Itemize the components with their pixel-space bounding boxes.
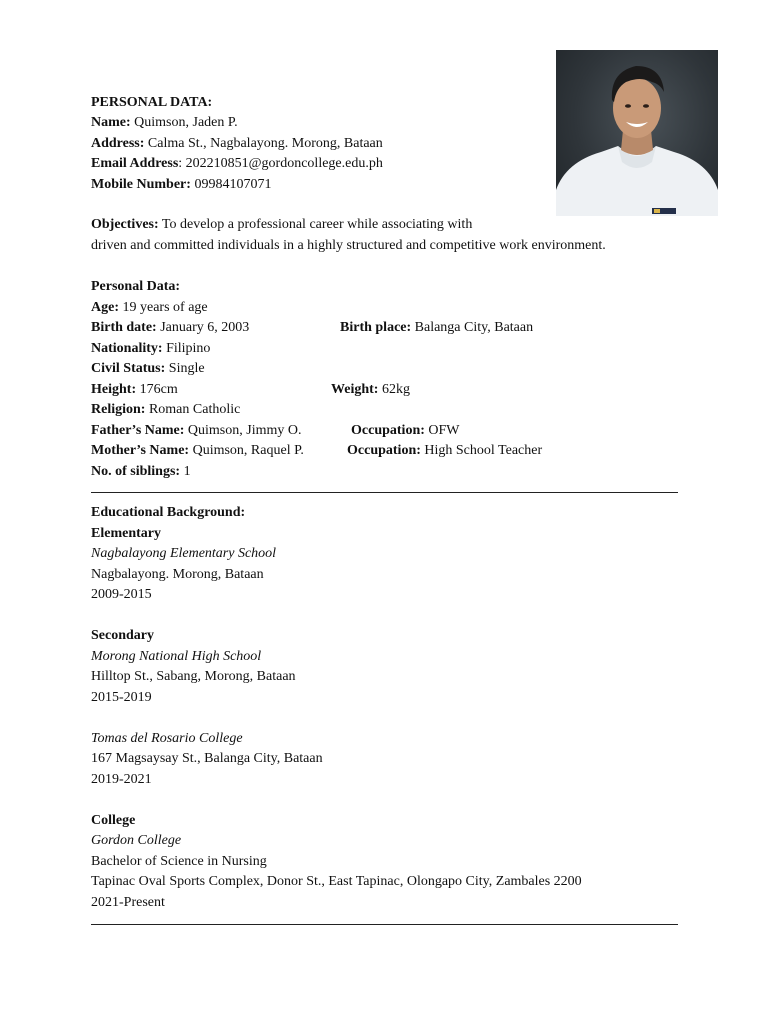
height-label: Height:	[91, 382, 137, 397]
secondary-years-1: 2015-2019	[91, 690, 152, 705]
mother-value: Quimson, Raquel P.	[192, 443, 304, 458]
birth-place-value: Balanga City, Bataan	[414, 320, 534, 335]
personal-data-heading: PERSONAL DATA:	[91, 95, 213, 110]
elementary-school: Nagbalayong Elementary School	[91, 546, 277, 561]
weight-value: 62kg	[381, 382, 410, 397]
email-row	[91, 155, 383, 173]
secondary-address-1: Hilltop St., Sabang, Morong, Bataan	[91, 669, 296, 684]
education-heading: Educational Background:	[91, 505, 246, 520]
secondary-school-2: Tomas del Rosario College	[91, 731, 243, 746]
email-value: : 202210851@gordoncollege.edu.ph	[178, 156, 383, 171]
mobile-value: 09984107071	[194, 177, 272, 192]
profile-photo	[556, 50, 718, 216]
objectives-label: Objectives:	[91, 217, 159, 232]
height-value: 176cm	[139, 382, 178, 397]
age-value: 19 years of age	[122, 300, 208, 315]
college-course: Bachelor of Science in Nursing	[91, 854, 267, 869]
siblings-row	[91, 463, 191, 481]
father-occupation-value: OFW	[428, 423, 460, 438]
siblings-label: No. of siblings:	[91, 464, 181, 479]
college-heading: College	[91, 813, 136, 828]
nationality-row	[91, 340, 210, 358]
birth-date-label: Birth date:	[91, 320, 157, 335]
birth-place-label: Birth place:	[340, 320, 412, 335]
mobile-label: Mobile Number:	[91, 177, 191, 192]
birth-date-value: January 6, 2003	[160, 320, 250, 335]
objectives-row	[91, 216, 472, 234]
mobile-row	[91, 176, 271, 194]
father-occupation-row	[351, 422, 460, 440]
civil-status-label: Civil Status:	[91, 361, 166, 376]
father-value: Quimson, Jimmy O.	[187, 423, 302, 438]
mother-occupation-value: High School Teacher	[424, 443, 543, 458]
college-address: Tapinac Oval Sports Complex, Donor St., East Tapinac, Olongapo City, Zambales 2200	[91, 874, 582, 889]
father-occupation-label: Occupation:	[351, 423, 425, 438]
mother-row	[91, 442, 304, 460]
elementary-heading: Elementary	[91, 526, 161, 541]
age-label: Age:	[91, 300, 119, 315]
email-label: Email Address	[91, 156, 179, 171]
secondary-school-1: Morong National High School	[91, 649, 262, 664]
college-years: 2021-Present	[91, 895, 165, 910]
civil-status-value: Single	[168, 361, 205, 376]
birth-date-row	[91, 319, 249, 337]
nationality-value: Filipino	[166, 341, 211, 356]
mother-occupation-label: Occupation:	[347, 443, 421, 458]
personal-data-subheading: Personal Data:	[91, 279, 181, 294]
civil-status-row	[91, 360, 205, 378]
person-portrait-icon	[556, 50, 718, 216]
mother-occupation-row	[347, 442, 542, 460]
age-row	[91, 299, 208, 317]
name-label: Name:	[91, 115, 131, 130]
height-row	[91, 381, 178, 399]
address-label: Address:	[91, 136, 145, 151]
father-label: Father’s Name:	[91, 423, 185, 438]
weight-label: Weight:	[331, 382, 379, 397]
weight-row	[331, 381, 410, 399]
religion-label: Religion:	[91, 402, 146, 417]
address-value: Calma St., Nagbalayong. Morong, Bataan	[147, 136, 383, 151]
secondary-address-2: 167 Magsaysay St., Balanga City, Bataan	[91, 751, 323, 766]
birth-place-row	[340, 319, 533, 337]
objectives-line1: To develop a professional career while associating with	[161, 217, 473, 232]
elementary-address: Nagbalayong. Morong, Bataan	[91, 567, 264, 582]
objectives-line2: driven and committed individuals in a highly structured and competitive work environment.	[91, 238, 606, 253]
name-row	[91, 114, 238, 132]
siblings-value: 1	[183, 464, 191, 479]
religion-value: Roman Catholic	[148, 402, 241, 417]
elementary-years: 2009-2015	[91, 587, 152, 602]
mother-label: Mother’s Name:	[91, 443, 190, 458]
section-divider	[91, 492, 678, 493]
religion-row	[91, 401, 240, 419]
nationality-label: Nationality:	[91, 341, 163, 356]
address-row	[91, 135, 383, 153]
secondary-years-2: 2019-2021	[91, 772, 152, 787]
secondary-heading: Secondary	[91, 628, 154, 643]
college-school: Gordon College	[91, 833, 182, 848]
section-divider-bottom	[91, 924, 678, 925]
father-row	[91, 422, 302, 440]
name-value: Quimson, Jaden P.	[134, 115, 238, 130]
